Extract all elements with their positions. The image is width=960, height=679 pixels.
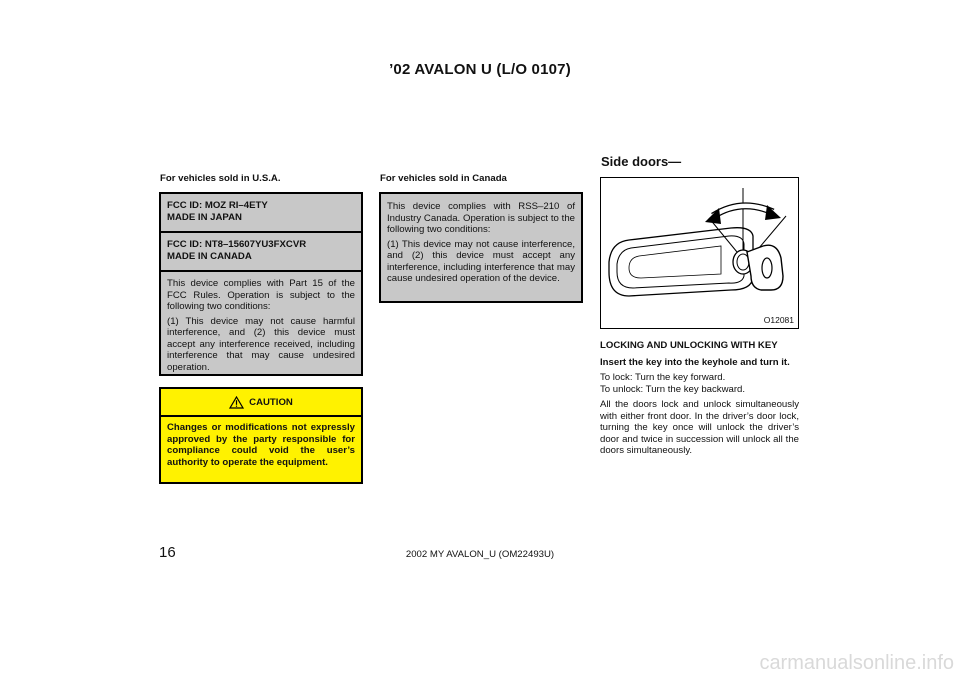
figure-id: O12081 <box>763 315 794 325</box>
doors-body-text: All the doors lock and unlock simultaneously with either front door. In the driver’s door lock, turning the key once will unlock the driver’s door and twice in succession will unlock all the doors simultaneously. <box>600 399 799 456</box>
caution-header <box>161 389 361 417</box>
fcc-id-japan <box>161 194 361 231</box>
section-title: Side doors— <box>601 154 682 169</box>
fcc-id-canada <box>161 231 361 270</box>
unlock-text: To unlock: Turn the key backward. <box>600 383 746 395</box>
conditions-paragraph: (1) This device may not cause harmful interference, and (2) this device must accept any interference received, including interference that may cause undesired operation. <box>167 315 355 373</box>
made-in-line: MADE IN CANADA <box>167 250 252 262</box>
conditions-paragraph: (1) This device may not cause interference, and (2) this device must accept any interference, including interference that may cause undesired operation of the device. <box>387 238 575 284</box>
compliance-paragraph: This device complies with RSS–210 of Industry Canada. Operation is subject to the following two conditions: <box>387 201 575 235</box>
door-handle-key-illustration <box>601 178 798 328</box>
fcc-id-line: FCC ID: NT8–15607YU3FXCVR <box>167 239 307 250</box>
caution-title: CAUTION <box>249 396 293 408</box>
canada-compliance-box <box>379 192 583 303</box>
fcc-id-line: FCC ID: MOZ RI–4ETY <box>167 200 268 211</box>
canada-label: For vehicles sold in Canada <box>380 173 507 184</box>
page-number: 16 <box>159 544 176 561</box>
warning-triangle-icon <box>229 396 244 409</box>
instruction-text: Insert the key into the keyhole and turn it. <box>600 356 790 368</box>
lock-text: To lock: Turn the key forward. <box>600 372 726 383</box>
door-lock-figure <box>600 177 799 329</box>
side-doors-text <box>600 340 799 461</box>
caution-text: Changes or modifications not expressly approved by the party responsible for compliance could void the user’s authority to operate the equipment. <box>167 422 355 468</box>
watermark: carmanualsonline.info <box>759 652 954 674</box>
fcc-compliance-text <box>161 270 361 382</box>
usa-label: For vehicles sold in U.S.A. <box>160 173 281 184</box>
compliance-paragraph: This device complies with Part 15 of the FCC Rules. Operation is subject to the following two conditions: <box>167 278 355 312</box>
document-header: ’02 AVALON U (L/O 0107) <box>389 61 571 78</box>
made-in-line: MADE IN JAPAN <box>167 211 242 223</box>
fcc-usa-box <box>159 192 363 376</box>
footer-doc-id: 2002 MY AVALON_U (OM22493U) <box>405 549 555 560</box>
caution-box <box>159 387 363 484</box>
locking-heading: LOCKING AND UNLOCKING WITH KEY <box>600 340 778 351</box>
canada-compliance-text <box>381 194 581 294</box>
